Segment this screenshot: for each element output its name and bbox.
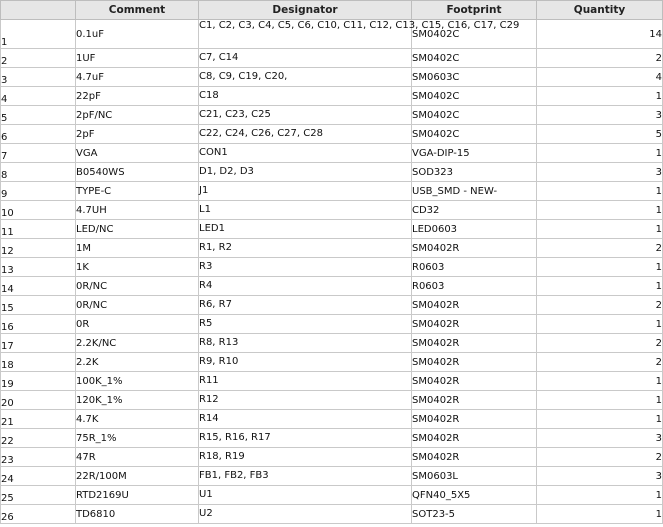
designator-cell[interactable]: C7, C14 [199, 49, 412, 68]
quantity-cell[interactable]: 3 [537, 467, 663, 486]
designator-cell[interactable]: R15, R16, R17 [199, 429, 412, 448]
table-row [1, 201, 663, 220]
row-number[interactable]: 25 [1, 486, 76, 505]
footprint-cell[interactable]: R0603 [412, 277, 537, 296]
row-number[interactable]: 3 [1, 68, 76, 87]
designator-cell[interactable]: U1 [199, 486, 412, 505]
comment-cell[interactable]: B0540WS [76, 163, 199, 182]
designator-cell[interactable]: C18 [199, 87, 412, 106]
footprint-cell[interactable]: SM0402R [412, 353, 537, 372]
table-row [1, 467, 663, 486]
footprint-cell[interactable]: SM0402R [412, 315, 537, 334]
quantity-cell[interactable]: 2 [537, 353, 663, 372]
quantity-cell[interactable]: 1 [537, 182, 663, 201]
footprint-cell[interactable]: QFN40_5X5 [412, 486, 537, 505]
row-number[interactable]: 10 [1, 201, 76, 220]
comment-cell[interactable]: 4.7UH [76, 201, 199, 220]
comment-cell[interactable]: 4.7K [76, 410, 199, 429]
footprint-cell[interactable]: SM0603L [412, 467, 537, 486]
row-number[interactable]: 2 [1, 49, 76, 68]
comment-cell[interactable]: 0.1uF [76, 20, 199, 49]
comment-cell[interactable]: 2.2K/NC [76, 334, 199, 353]
footprint-cell[interactable]: SM0402C [412, 20, 537, 49]
footprint-cell[interactable]: SM0402R [412, 372, 537, 391]
designator-cell[interactable]: L1 [199, 201, 412, 220]
quantity-cell[interactable]: 1 [537, 505, 663, 524]
footprint-cell[interactable]: SM0603C [412, 68, 537, 87]
comment-cell[interactable]: 22pF [76, 87, 199, 106]
quantity-cell[interactable]: 5 [537, 125, 663, 144]
designator-cell[interactable]: C8, C9, C19, C20, [199, 68, 412, 87]
table-row [1, 372, 663, 391]
footprint-cell[interactable]: LED0603 [412, 220, 537, 239]
footprint-cell[interactable]: SOD323 [412, 163, 537, 182]
table-row [1, 429, 663, 448]
footprint-cell[interactable]: R0603 [412, 258, 537, 277]
footprint-cell[interactable]: SM0402C [412, 49, 537, 68]
comment-cell[interactable]: 1UF [76, 49, 199, 68]
row-number[interactable]: 1 [1, 20, 76, 49]
table-row [1, 258, 663, 277]
table-row [1, 106, 663, 125]
table-row [1, 125, 663, 144]
footprint-cell[interactable]: SOT23-5 [412, 505, 537, 524]
comment-cell[interactable]: 1M [76, 239, 199, 258]
designator-cell[interactable]: R14 [199, 410, 412, 429]
designator-cell[interactable]: R9, R10 [199, 353, 412, 372]
designator-cell[interactable]: C1, C2, C3, C4, C5, C6, C10, C11, C12, C13, C15, C16, C17, C29 [199, 20, 412, 49]
designator-cell[interactable]: J1 [199, 182, 412, 201]
comment-cell[interactable]: 47R [76, 448, 199, 467]
row-number[interactable]: 5 [1, 106, 76, 125]
row-number[interactable]: 14 [1, 277, 76, 296]
comment-cell[interactable]: 100K_1% [76, 372, 199, 391]
quantity-cell[interactable]: 3 [537, 163, 663, 182]
row-number[interactable]: 13 [1, 258, 76, 277]
designator-cell[interactable]: R6, R7 [199, 296, 412, 315]
footprint-cell[interactable]: SM0402R [412, 410, 537, 429]
comment-cell[interactable]: 1K [76, 258, 199, 277]
row-number[interactable]: 23 [1, 448, 76, 467]
footprint-cell[interactable]: SM0402R [412, 239, 537, 258]
quantity-cell[interactable]: 1 [537, 277, 663, 296]
footprint-cell[interactable]: SM0402C [412, 87, 537, 106]
quantity-cell[interactable]: 1 [537, 410, 663, 429]
row-number[interactable]: 24 [1, 467, 76, 486]
table-row [1, 144, 663, 163]
table-row [1, 68, 663, 87]
designator-cell[interactable]: LED1 [199, 220, 412, 239]
row-number[interactable]: 22 [1, 429, 76, 448]
comment-cell[interactable]: TYPE-C [76, 182, 199, 201]
designator-cell[interactable]: R12 [199, 391, 412, 410]
header-quantity[interactable]: Quantity [537, 1, 663, 20]
quantity-cell[interactable]: 1 [537, 258, 663, 277]
row-number[interactable]: 4 [1, 87, 76, 106]
comment-cell[interactable]: 2.2K [76, 353, 199, 372]
row-number[interactable]: 6 [1, 125, 76, 144]
designator-cell[interactable]: CON1 [199, 144, 412, 163]
table-row [1, 486, 663, 505]
row-number[interactable]: 12 [1, 239, 76, 258]
comment-cell[interactable]: VGA [76, 144, 199, 163]
designator-cell[interactable]: U2 [199, 505, 412, 524]
header-row [1, 1, 663, 20]
row-number[interactable]: 17 [1, 334, 76, 353]
designator-cell[interactable]: R3 [199, 258, 412, 277]
designator-cell[interactable]: FB1, FB2, FB3 [199, 467, 412, 486]
footprint-cell[interactable]: SM0402R [412, 296, 537, 315]
row-number[interactable]: 11 [1, 220, 76, 239]
designator-cell[interactable]: R11 [199, 372, 412, 391]
quantity-cell[interactable]: 1 [537, 391, 663, 410]
table-row [1, 353, 663, 372]
corner-cell[interactable] [1, 1, 76, 20]
row-number[interactable]: 8 [1, 163, 76, 182]
row-number[interactable]: 9 [1, 182, 76, 201]
table-row [1, 239, 663, 258]
quantity-cell[interactable]: 14 [537, 20, 663, 49]
footprint-cell[interactable]: USB_SMD - NEW- [412, 182, 537, 201]
table-row [1, 20, 663, 49]
footprint-cell[interactable]: SM0402R [412, 429, 537, 448]
comment-cell[interactable]: LED/NC [76, 220, 199, 239]
comment-cell[interactable]: 75R_1% [76, 429, 199, 448]
designator-cell[interactable]: R8, R13 [199, 334, 412, 353]
comment-cell[interactable]: 4.7uF [76, 68, 199, 87]
table-row [1, 87, 663, 106]
table-row [1, 410, 663, 429]
table-row [1, 505, 663, 524]
footprint-cell[interactable]: SM0402C [412, 106, 537, 125]
quantity-cell[interactable]: 3 [537, 106, 663, 125]
footprint-cell[interactable]: SM0402R [412, 334, 537, 353]
footprint-cell[interactable]: VGA-DIP-15 [412, 144, 537, 163]
quantity-cell[interactable]: 2 [537, 334, 663, 353]
quantity-cell[interactable]: 1 [537, 315, 663, 334]
row-number[interactable]: 16 [1, 315, 76, 334]
designator-cell[interactable]: R4 [199, 277, 412, 296]
table-row [1, 448, 663, 467]
designator-cell[interactable]: C22, C24, C26, C27, C28 [199, 125, 412, 144]
quantity-cell[interactable]: 1 [537, 144, 663, 163]
quantity-cell[interactable]: 1 [537, 486, 663, 505]
quantity-cell[interactable]: 2 [537, 49, 663, 68]
table-row [1, 220, 663, 239]
comment-cell[interactable]: 0R/NC [76, 277, 199, 296]
quantity-cell[interactable]: 1 [537, 201, 663, 220]
row-number[interactable]: 19 [1, 372, 76, 391]
footprint-cell[interactable]: SM0402R [412, 448, 537, 467]
table-row [1, 49, 663, 68]
table-row [1, 334, 663, 353]
comment-cell[interactable]: TD6810 [76, 505, 199, 524]
quantity-cell[interactable]: 1 [537, 220, 663, 239]
table-row [1, 182, 663, 201]
header-footprint[interactable]: Footprint [412, 1, 537, 20]
footprint-cell[interactable]: CD32 [412, 201, 537, 220]
quantity-cell[interactable]: 4 [537, 68, 663, 87]
designator-cell[interactable]: R18, R19 [199, 448, 412, 467]
designator-cell[interactable]: D1, D2, D3 [199, 163, 412, 182]
comment-cell[interactable]: 120K_1% [76, 391, 199, 410]
row-number[interactable]: 15 [1, 296, 76, 315]
comment-cell[interactable]: 0R [76, 315, 199, 334]
row-number[interactable]: 20 [1, 391, 76, 410]
comment-cell[interactable]: RTD2169U [76, 486, 199, 505]
row-number[interactable]: 18 [1, 353, 76, 372]
comment-cell[interactable]: 22R/100M [76, 467, 199, 486]
designator-cell[interactable]: R5 [199, 315, 412, 334]
table-row [1, 315, 663, 334]
header-comment[interactable]: Comment [76, 1, 199, 20]
quantity-cell[interactable]: 2 [537, 239, 663, 258]
table-row [1, 391, 663, 410]
table-row [1, 296, 663, 315]
quantity-cell[interactable]: 2 [537, 448, 663, 467]
row-number[interactable]: 26 [1, 505, 76, 524]
quantity-cell[interactable]: 1 [537, 372, 663, 391]
footprint-cell[interactable]: SM0402C [412, 125, 537, 144]
comment-cell[interactable]: 2pF/NC [76, 106, 199, 125]
table-row [1, 163, 663, 182]
comment-cell[interactable]: 0R/NC [76, 296, 199, 315]
header-designator[interactable]: Designator [199, 1, 412, 20]
designator-cell[interactable]: R1, R2 [199, 239, 412, 258]
row-number[interactable]: 21 [1, 410, 76, 429]
comment-cell[interactable]: 2pF [76, 125, 199, 144]
row-number[interactable]: 7 [1, 144, 76, 163]
quantity-cell[interactable]: 3 [537, 429, 663, 448]
designator-cell[interactable]: C21, C23, C25 [199, 106, 412, 125]
quantity-cell[interactable]: 1 [537, 87, 663, 106]
footprint-cell[interactable]: SM0402R [412, 391, 537, 410]
quantity-cell[interactable]: 2 [537, 296, 663, 315]
table-row [1, 277, 663, 296]
